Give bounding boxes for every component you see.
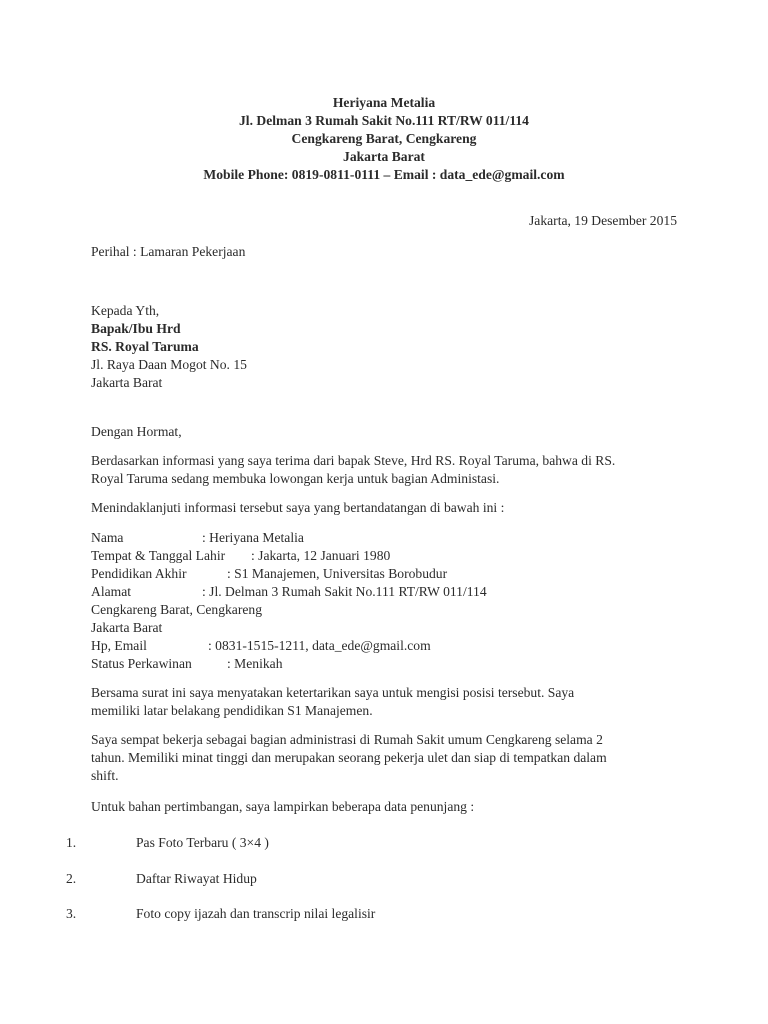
paragraph-5: Untuk bahan pertimbangan, saya lampirkan beberapa data penunjang : [91, 799, 475, 814]
paragraph-1-line-2: Royal Taruma sedang membuka lowongan kerja untuk bagian Administasi. [91, 471, 500, 486]
list-item [66, 834, 269, 852]
field-pendidikan-value: : S1 Manajemen, Universitas Borobudur [227, 566, 448, 581]
list-item-number: 3. [66, 906, 77, 921]
paragraph-4-line-2: tahun. Memiliki minat tinggi dan merupakan seorang pekerja ulet dan siap di tempatkan dalam [91, 750, 607, 765]
field-nama [91, 529, 691, 547]
list-item-text: Foto copy ijazah dan transcrip nilai legalisir [136, 906, 376, 921]
list-item [66, 905, 375, 923]
greeting: Dengan Hormat, [91, 424, 182, 439]
paragraph-3-line-1: Bersama surat ini saya menyatakan ketertarikan saya untuk mengisi posisi tersebut. Saya [91, 685, 575, 700]
recipient-to: Kepada Yth, [91, 303, 160, 318]
sender-name: Heriyana Metalia [332, 95, 436, 110]
letter-header [0, 94, 768, 184]
sender-address-line-1: Jl. Delman 3 Rumah Sakit No.111 RT/RW 011/114 [239, 113, 529, 128]
field-hp [91, 637, 691, 655]
paragraph-1 [91, 452, 691, 488]
field-pendidikan-label: Pendidikan Akhir [91, 566, 187, 581]
recipient-block [91, 302, 247, 392]
sender-address-line-2: Cengkareng Barat, Cengkareng [291, 131, 477, 146]
field-alamat-label: Alamat [91, 584, 132, 599]
field-hp-value: : 0831-1515-1211, data_ede@gmail.com [208, 638, 431, 653]
field-ttl-value: : Jakarta, 12 Januari 1980 [251, 548, 391, 563]
applicant-details [91, 529, 691, 673]
recipient-person: Bapak/Ibu Hrd [91, 321, 181, 336]
paragraph-1-line-1: Berdasarkan informasi yang saya terima dari bapak Steve, Hrd RS. Royal Taruma, bahwa di RS. [91, 453, 616, 468]
paragraph-4-line-1: Saya sempat bekerja sebagai bagian administrasi di Rumah Sakit umum Cengkareng selama 2 [91, 732, 603, 747]
list-item [66, 870, 257, 888]
list-item-text: Pas Foto Terbaru ( 3×4 ) [136, 835, 269, 850]
paragraph-4 [91, 731, 691, 785]
field-hp-label: Hp, Email [91, 638, 147, 653]
field-alamat-line-3: Jakarta Barat [91, 620, 163, 635]
field-status-label: Status Perkawinan [91, 656, 192, 671]
letter-subject: Perihal : Lamaran Pekerjaan [91, 244, 246, 259]
sender-contact: Mobile Phone: 0819-0811-0111 – Email : data_ede@gmail.com [203, 167, 565, 182]
field-ttl [91, 547, 691, 565]
paragraph-2: Menindaklanjuti informasi tersebut saya yang bertandatangan di bawah ini : [91, 500, 505, 515]
recipient-company: RS. Royal Taruma [91, 339, 199, 354]
paragraph-3 [91, 684, 691, 720]
field-alamat [91, 583, 691, 601]
paragraph-4-line-3: shift. [91, 768, 119, 783]
list-item-number: 2. [66, 871, 77, 886]
field-status-value: : Menikah [227, 656, 283, 671]
field-ttl-label: Tempat & Tanggal Lahir [91, 548, 226, 563]
recipient-city: Jakarta Barat [91, 375, 163, 390]
field-alamat-line-2: Cengkareng Barat, Cengkareng [91, 602, 262, 617]
field-nama-value: : Heriyana Metalia [202, 530, 304, 545]
sender-city: Jakarta Barat [343, 149, 425, 164]
recipient-street: Jl. Raya Daan Mogot No. 15 [91, 357, 247, 372]
list-item-number: 1. [66, 835, 77, 850]
field-nama-label: Nama [91, 530, 124, 545]
list-item-text: Daftar Riwayat Hidup [136, 871, 257, 886]
field-status [91, 655, 691, 673]
field-pendidikan [91, 565, 691, 583]
paragraph-3-line-2: memiliki latar belakang pendidikan S1 Manajemen. [91, 703, 373, 718]
field-alamat-value: : Jl. Delman 3 Rumah Sakit No.111 RT/RW 011/114 [202, 584, 487, 599]
letter-date: Jakarta, 19 Desember 2015 [529, 213, 677, 228]
